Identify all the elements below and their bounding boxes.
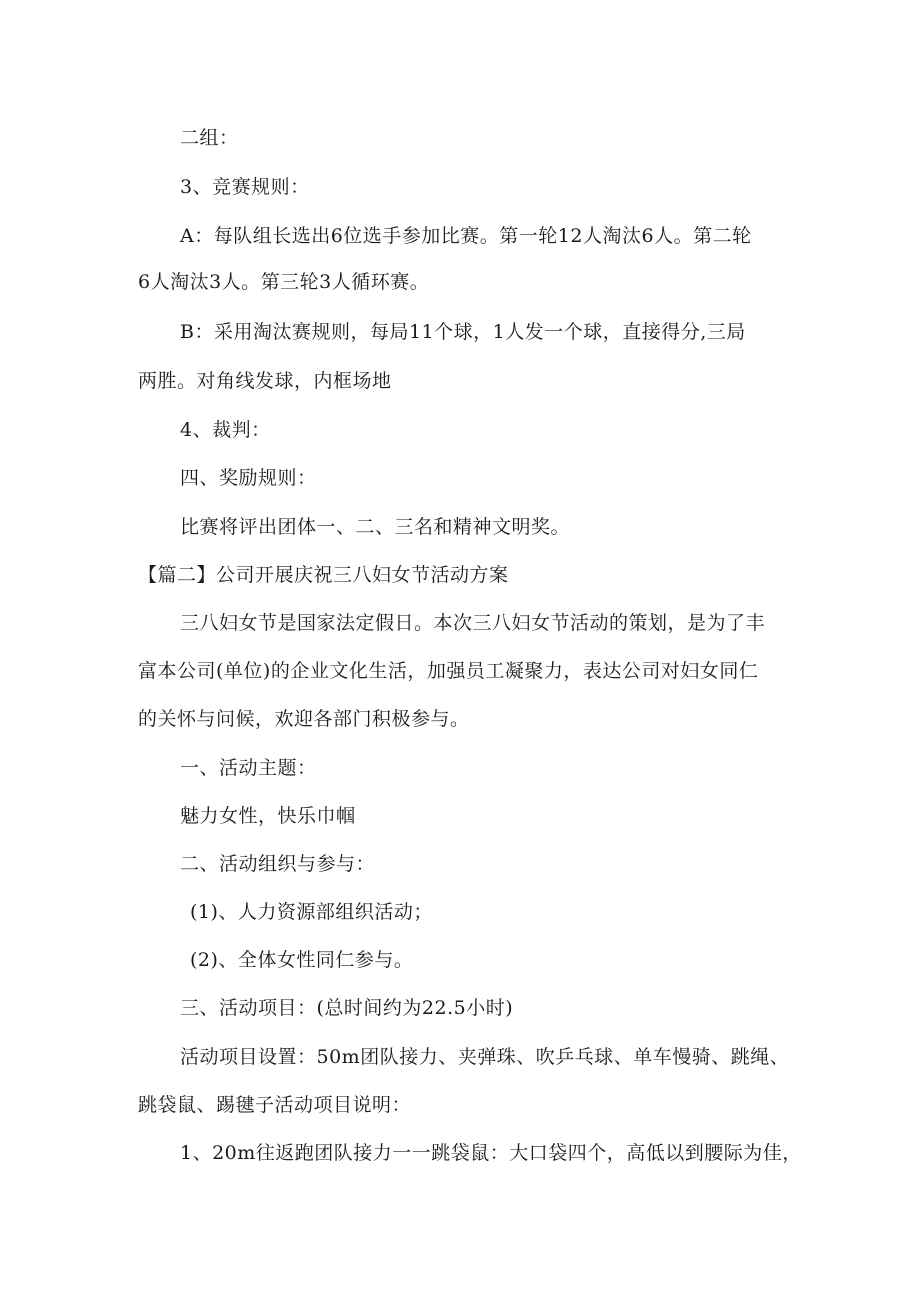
text-line: 3、竞赛规则： [180, 176, 310, 198]
text-line: B：采用淘汰赛规则，每局11个球，1人发一个球，直接得分,三局 [180, 321, 746, 343]
text-line: 一、活动主题： [180, 757, 317, 779]
text-line: (1)、人力资源部组织活动； [190, 901, 433, 923]
text-line: 四、奖励规则： [180, 467, 317, 489]
text-line: 跳袋鼠、踢毽子活动项目说明： [138, 1094, 412, 1116]
text-line: 三、活动项目：(总时间约为22.5小时) [180, 997, 514, 1019]
section-heading: 【篇二】公司开展庆祝三八妇女节活动方案 [138, 564, 509, 586]
text-line: 的关怀与问候，欢迎各部门积极参与。 [138, 708, 470, 730]
text-line: A：每队组长选出6位选手参加比赛。第一轮12人淘汰6人。第二轮 [180, 225, 752, 247]
text-line: 6人淘汰3人。第三轮3人循环赛。 [138, 271, 430, 293]
text-line: 二组： [180, 127, 239, 149]
text-line: 比赛将评出团体一、二、三名和精神文明奖。 [180, 516, 571, 538]
text-line: 富本公司(单位)的企业文化生活，加强员工凝聚力，表达公司对妇女同仁 [138, 660, 759, 682]
text-line: (2)、全体女性同仁参与。 [190, 949, 414, 971]
text-line: 魅力女性，快乐巾帼 [180, 805, 356, 827]
text-line: 4、裁判： [180, 419, 271, 441]
text-line: 三八妇女节是国家法定假日。本次三八妇女节活动的策划，是为了丰 [180, 612, 766, 634]
text-line: 二、活动组织与参与： [180, 853, 376, 875]
text-line: 1、20m往返跑团队接力一一跳袋鼠：大口袋四个，高低以到腰际为佳， [180, 1142, 802, 1164]
text-line: 两胜。对角线发球，内框场地 [138, 370, 392, 392]
text-line: 活动项目设置：50m团队接力、夹弹珠、吹乒乓球、单车慢骑、跳绳、 [180, 1046, 790, 1068]
